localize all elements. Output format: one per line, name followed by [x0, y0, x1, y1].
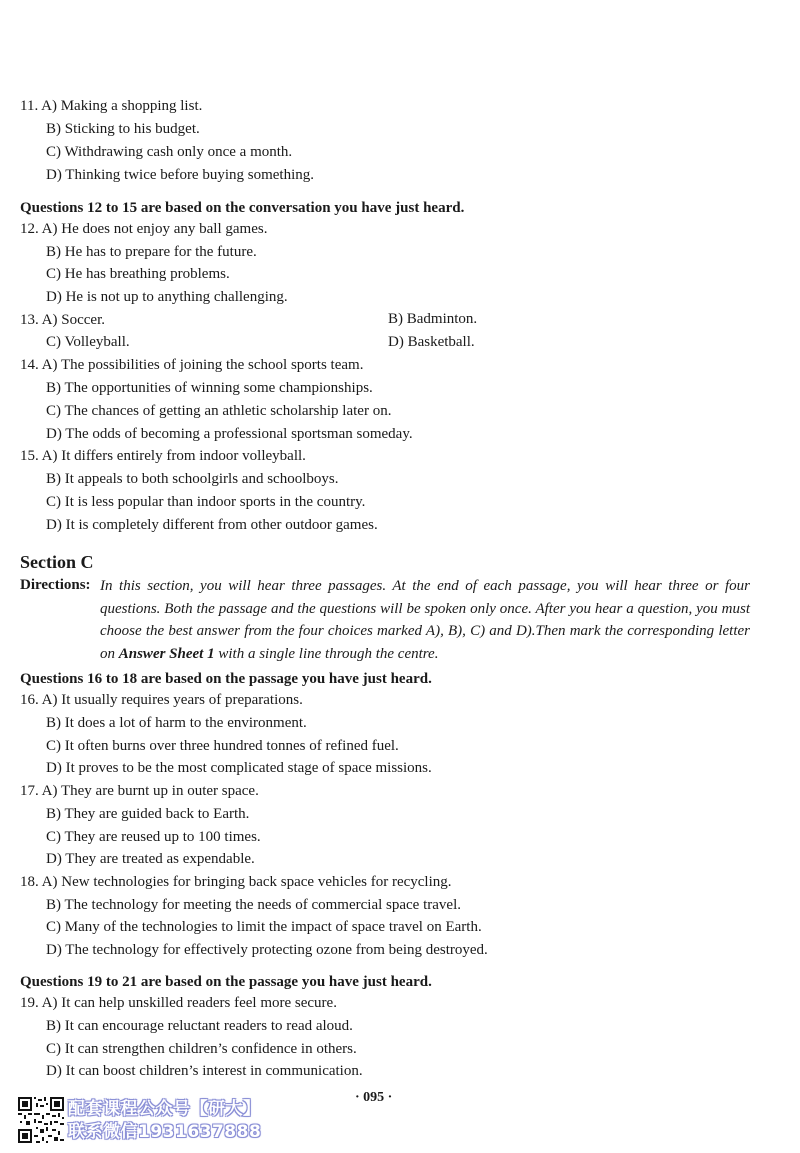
q17-option-c: C) They are reused up to 100 times.	[46, 829, 261, 845]
q12-option-c: C) He has breathing problems.	[46, 266, 230, 282]
q19-option-b: B) It can encourage reluctant readers to read aloud.	[46, 1018, 353, 1034]
q14-option-c: C) The chances of getting an athletic scholarship later on.	[46, 403, 392, 419]
directions-label: Directions:	[20, 577, 91, 593]
section-c-title: Section C	[20, 552, 94, 572]
q18-option-d: D) The technology for effectively protecting ozone from being destroyed.	[46, 942, 488, 958]
q15-option-d: D) It is completely different from other outdoor games.	[46, 517, 378, 533]
q15-option-b: B) It appeals to both schoolgirls and schoolboys.	[46, 471, 339, 487]
q17-option-d: D) They are treated as expendable.	[46, 851, 255, 867]
directions-text-part-1: In this section, you will hear three passages. At the end of each passage, you will hear three or four questions. Both the passage and the questions will be spoken only once. After you hear a question, you must choose the best answer from the four choices marked A), B), C) and D).Then mark the corresponding letter on	[100, 578, 750, 662]
q12-option-a: 12. A) He does not enjoy any ball games.	[20, 221, 268, 237]
directions-text-part-2: with a single line through the centre.	[214, 645, 439, 662]
q17-option-a: 17. A) They are burnt up in outer space.	[20, 783, 259, 799]
q13-option-b: B) Badminton.	[388, 311, 478, 327]
q14-option-d: D) The odds of becoming a professional sportsman someday.	[46, 426, 413, 442]
q19-option-d: D) It can boost children’s interest in communication.	[46, 1063, 363, 1079]
q16-option-d: D) It proves to be the most complicated stage of space missions.	[46, 760, 432, 776]
q19-option-a: 19. A) It can help unskilled readers feel more secure.	[20, 995, 337, 1011]
q13-option-a: 13. A) Soccer.	[20, 312, 105, 328]
heading-questions-12-15: Questions 12 to 15 are based on the conversation you have just heard.	[20, 200, 465, 216]
q16-option-b: B) It does a lot of harm to the environment.	[46, 715, 307, 731]
q12-option-b: B) He has to prepare for the future.	[46, 244, 257, 260]
q18-option-b: B) The technology for meeting the needs of commercial space travel.	[46, 897, 461, 913]
q18-option-c: C) Many of the technologies to limit the impact of space travel on Earth.	[46, 919, 482, 935]
q14-option-b: B) The opportunities of winning some championships.	[46, 380, 373, 396]
q13-option-c: C) Volleyball.	[46, 334, 130, 350]
q15-option-c: C) It is less popular than indoor sports in the country.	[46, 494, 366, 510]
q16-option-a: 16. A) It usually requires years of preparations.	[20, 692, 303, 708]
q11-option-d: D) Thinking twice before buying something.	[46, 167, 315, 183]
q14-option-a: 14. A) The possibilities of joining the school sports team.	[20, 357, 364, 373]
qr-code-icon	[18, 1097, 64, 1143]
q17-option-b: B) They are guided back to Earth.	[46, 806, 250, 822]
q15-option-a: 15. A) It differs entirely from indoor volleyball.	[20, 448, 306, 464]
q16-option-c: C) It often burns over three hundred tonnes of refined fuel.	[46, 738, 399, 754]
heading-questions-19-21: Questions 19 to 21 are based on the passage you have just heard.	[20, 974, 432, 990]
q11-option-c: C) Withdrawing cash only once a month.	[46, 144, 293, 160]
directions-text	[100, 575, 750, 665]
page-number: · 095 ·	[355, 1090, 393, 1105]
q11-option-b: B) Sticking to his budget.	[46, 121, 200, 137]
q13-option-d: D) Basketball.	[388, 334, 475, 350]
heading-questions-16-18: Questions 16 to 18 are based on the passage you have just heard.	[20, 671, 432, 687]
q12-option-d: D) He is not up to anything challenging.	[46, 289, 288, 305]
watermark-line-1: 配套课程公众号【研大】	[68, 1099, 261, 1119]
q19-option-c: C) It can strengthen children’s confidence in others.	[46, 1041, 357, 1057]
watermark-line-2: 联系微信1931637888	[68, 1122, 262, 1142]
q11-option-a: 11. A) Making a shopping list.	[20, 98, 203, 114]
answer-sheet-reference: Answer Sheet 1	[118, 645, 215, 662]
q18-option-a: 18. A) New technologies for bringing back space vehicles for recycling.	[20, 874, 452, 890]
